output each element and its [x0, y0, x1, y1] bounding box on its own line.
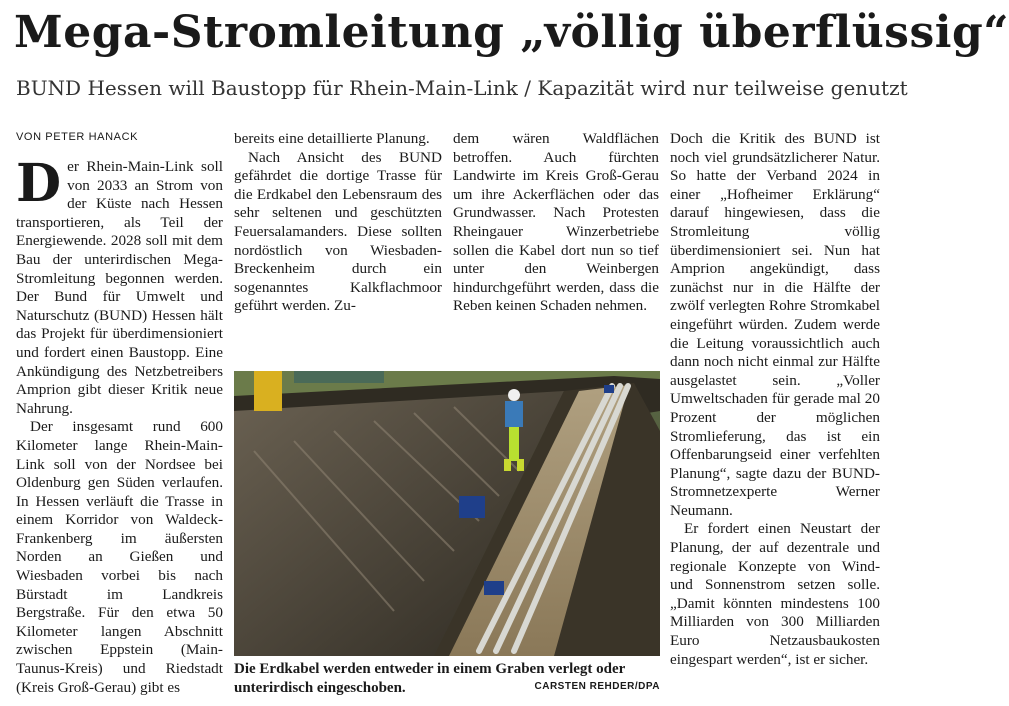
photo-credit: CARSTEN REHDER/DPA: [534, 681, 660, 692]
paragraph: [16, 153, 223, 418]
paragraph: dem wären Waldflächen betroffen. Auch fürchten Landwirte im Kreis Groß-Gerau um ihre Ackerflächen oder das Grundwasser. Nach Protesten Rheingauer Winzerbetriebe sollen die Kabel dort nun so tief unter den Weinbergen hindurchgeführt werden, dass die Reben keinen Schaden nehmen.: [453, 130, 659, 315]
article-column-2: [234, 130, 442, 316]
article-column-1: [16, 130, 223, 697]
subheadline: BUND Hessen will Baustopp für Rhein-Main-Link / Kapazität wird nur teilweise genutzt: [16, 76, 908, 100]
paragraph: Er fordert einen Neustart der Planung, der auf dezentrale und regionale Konzepte von Wind- und Sonnenstrom setzen solle. „Damit könnten mindestens 100 Milliarden von 300 Milliarden Euro Netzausbaukosten eingespart werden“, ist er sicher.: [670, 520, 880, 668]
article-column-3: [453, 130, 659, 316]
drop-cap: D: [16, 153, 62, 214]
byline: VON PETER HANACK: [16, 131, 139, 143]
paragraph: Nach Ansicht des BUND gefährdet die dortige Trasse für die Erdkabel den Lebensraum des sehr seltenen und geschützten Feuersalamanders. Diese sollten nordöstlich von Wiesbaden-Breckenheim durch ein sogenanntes Kalkflachmoor geführt werden. Zu-: [234, 148, 442, 315]
trench-illustration: [234, 371, 660, 656]
paragraph: Der insgesamt rund 600 Kilometer lange Rhein-Main-Link soll von der Nordsee bei Oldenburg gen Süden verlaufen. In Hessen verläuft die Trasse in einem Korridor von Waldeck-Frankenberg im äußersten Norden an Gießen und Wiesbaden vorbei bis nach Bürstadt im Landkreis Bergstraße. Für den etwa 50 Kilometer langen Abschnitt zwischen Eppstein (Main-Taunus-Kreis) und Riedstadt (Kreis Groß-Gerau) gibt es: [16, 418, 223, 696]
paragraph: bereits eine detaillierte Planung.: [234, 130, 430, 147]
headline: Mega-Stromleitung „völlig überflüssig“: [14, 7, 1009, 58]
article-photo: [234, 371, 660, 656]
paragraph: Doch die Kritik des BUND ist noch viel grundsätzlicherer Natur. So hatte der Verband 2024 in einer „Hofheimer Erklärung“ darauf hingewiesen, dass die Stromleitung völlig überdimensioniert sei. Nun hat Amprion angekündigt, dass zunächst nur in die Hälfte der zwölf verlegten Rohre Stromkabel eingeführt würden. Zudem werde die Leitung voraussichtlich auch dann noch nicht einmal zur Hälfte ausgelastet sein. „Voller Umweltschaden für gerade mal 20 Prozent der möglichen Stromlieferung, das ist ein Offenbarungseid einer verfehlten Planung“, sagte dazu der BUND-Stromnetzexperte Werner Neumann.: [670, 130, 880, 519]
caption-text: Die Erdkabel werden entweder in einem Graben verlegt oder unterirdisch eingeschoben.: [234, 661, 626, 696]
article-column-4: [670, 130, 880, 669]
paragraph-text: er Rhein-Main-Link soll von 2033 an Strom von der Küste nach Hessen transportieren, als Teil der Energiewende. 2028 soll mit dem Bau der unterirdischen Mega-Stromleitung begonnen werden. Der Bund für Umwelt und Naturschutz (BUND) Hessen hält das Projekt für überdimensioniert und fordert einen Baustopp. Eine Ankündigung des Netzbetreibers Amprion gibt dieser Kritik neue Nahrung.: [16, 158, 223, 417]
photo-caption: [234, 660, 660, 698]
